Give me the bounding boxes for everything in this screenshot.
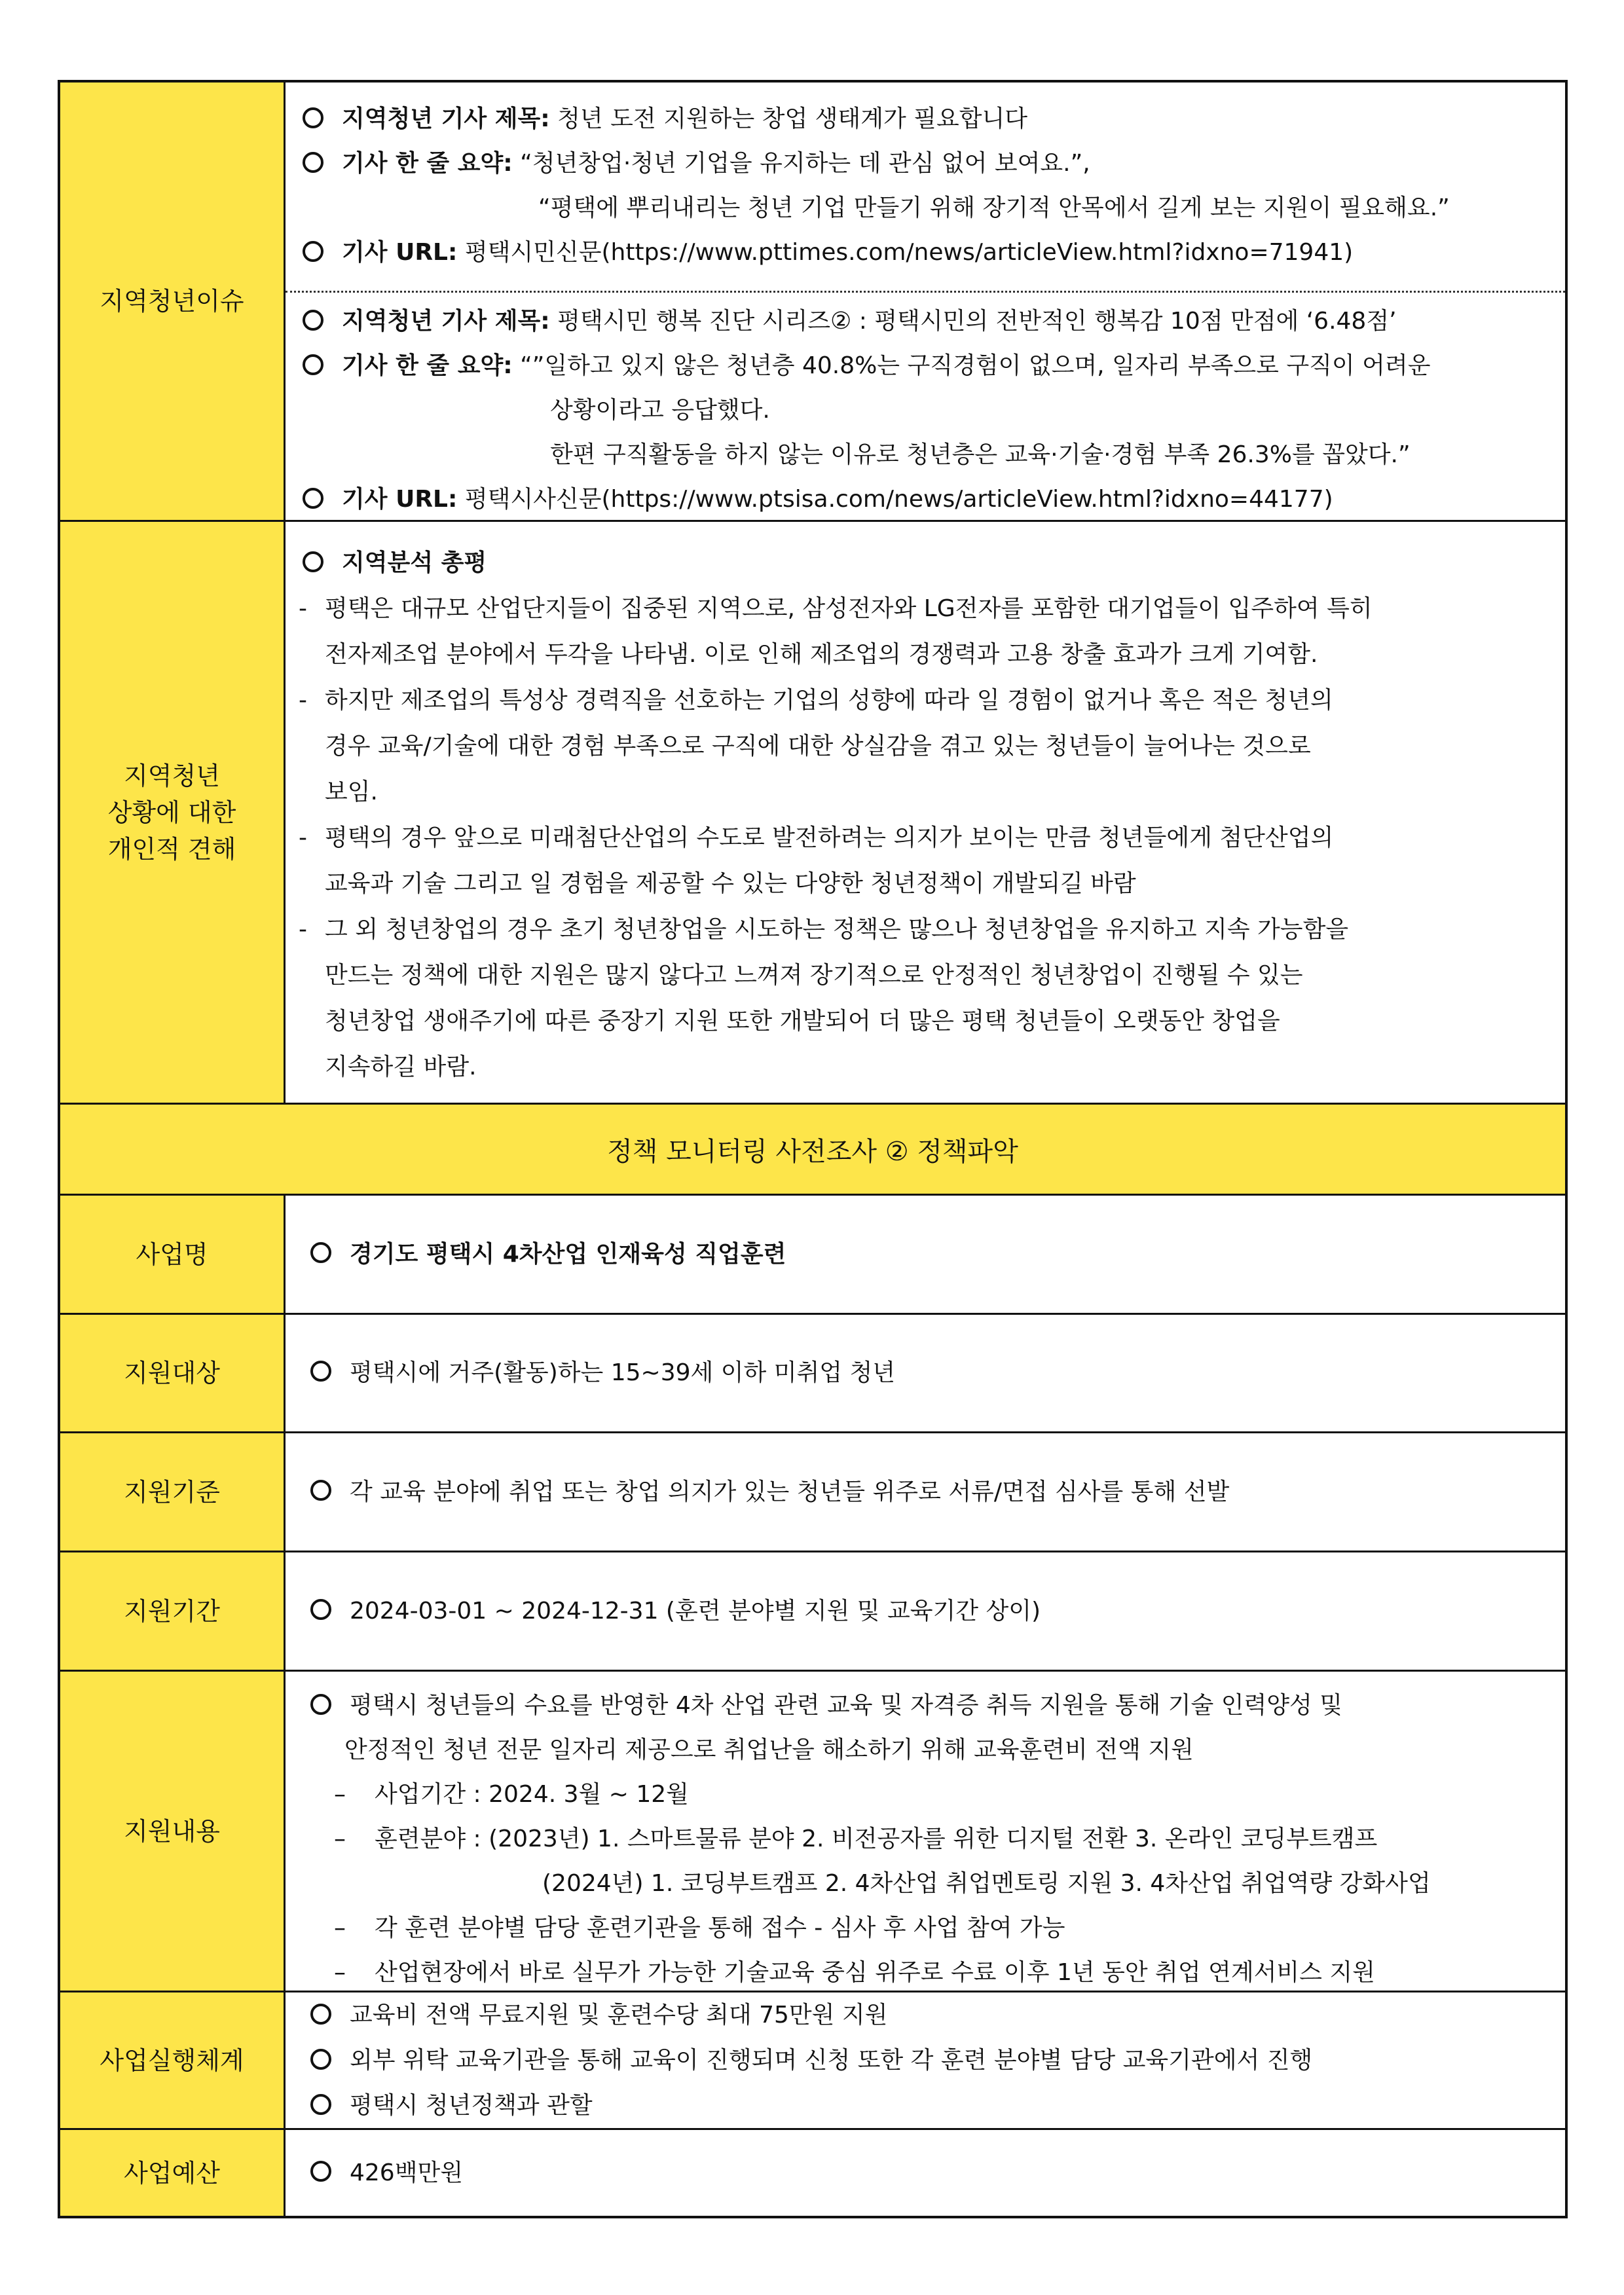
content-line: 안정적인 청년 전문 일자리 제공으로 취업난을 해소하기 위해 교육훈련비 전액 지원 [344, 1736, 1194, 1763]
circle-bullet-icon [310, 2049, 331, 2070]
article-summary-line: 상황이라고 응답했다. [550, 397, 770, 424]
target-label: 지원대상 [60, 1315, 286, 1431]
opinion-label-line: 상황에 대한 [107, 798, 236, 827]
opinion-label-line: 개인적 견해 [107, 834, 236, 864]
article-title: 청년 도전 지원하는 창업 생태계가 필요합니다 [557, 105, 1028, 132]
budget-label: 사업예산 [60, 2130, 286, 2216]
opinion-line: 만드는 정책에 대한 지원은 많지 않다고 느껴져 장기적으로 안정적인 청년창업이 진행될 수 있는 [325, 962, 1303, 989]
opinion-line: 지속하길 바람. [325, 1054, 477, 1080]
criteria-value: 각 교육 분야에 취업 또는 창업 의지가 있는 청년들 위주로 서류/면접 심사를 통해 선발 [350, 1478, 1230, 1505]
article-title: 평택시민 행복 진단 시리즈② : 평택시민의 전반적인 행복감 10점 만점에 ‘6.48점’ [557, 308, 1397, 335]
business-name-label: 사업명 [60, 1196, 286, 1313]
article-url-key: 기사 URL: [342, 486, 458, 513]
circle-bullet-icon [303, 310, 323, 331]
issues-content [286, 83, 1565, 520]
circle-bullet-icon [310, 1242, 331, 1263]
circle-bullet-icon [303, 241, 323, 262]
opinion-line: 보임. [325, 779, 378, 805]
execution-body [286, 1992, 1565, 2128]
circle-bullet-icon [303, 488, 323, 509]
period-value: 2024-03-01 ~ 2024-12-31 (훈련 분야별 지원 및 교육기간 상이) [350, 1597, 1041, 1625]
article-url[interactable]: 평택시사신문(https://www.ptsisa.com/news/articleView.html?idxno=44177) [464, 486, 1333, 513]
circle-bullet-icon [303, 354, 323, 375]
opinion-row [60, 522, 1565, 1105]
execution-line: 외부 위탁 교육기관을 통해 교육이 진행되며 신청 또한 각 훈련 분야별 담당 교육기관에서 진행 [350, 2047, 1313, 2074]
circle-bullet-icon [310, 2004, 331, 2025]
article-summary-key: 기사 한 줄 요약: [342, 352, 513, 379]
execution-line: 평택시 청년정책과 관할 [350, 2092, 593, 2119]
opinion-line: 전자제조업 분야에서 두각을 나타냄. 이로 인해 제조업의 경쟁력과 고용 창출 효과가 크게 기여함. [325, 641, 1318, 668]
business-name-row [60, 1196, 1565, 1315]
article-title-key: 지역청년 기사 제목: [342, 308, 550, 335]
opinion-line: 평택은 대규모 산업단지들이 집중된 지역으로, 삼성전자와 LG전자를 포함한 대기업들이 입주하여 특히 [325, 595, 1373, 622]
section-title: 정책 모니터링 사전조사 ② 정책파악 [60, 1105, 1565, 1196]
opinion-content: 지역분석 총평 - 평택은 대규모 산업단지들이 집중된 지역으로, 삼성전자와 LG전자를 포함한 대기업들이 입주하여 특히 전자제조업 분야에서 두각을 나타냄. 이로 인해 제조업의 경쟁력과 고용 창출 효과가 크게 기여함. - 하지만 제조업의 특성상 경력직을 선호하는 기업의 성향에 따라 일 경험이 없거나 혹은 적은 청년의 경우 교육/기술에 대한 경험 부족으로 구직에 대한 상실감을 겪고 있는 청년들이 늘어나는 것으로 보임. - 평택의 경우 앞으로 미래첨단산업의 수도로 발전하려는 의지가 보이는 만큼 청년들에게 첨단산업의 교육과 기술 그리고 일 경험을 제공할 수 있는 다양한 청년정책이 개발되길 바람 - 그 외 청년창업의 경우 초기 청년창업을 시도하는 정책은 많으나 청년창업을 유지하고 지속 가능함을 만드는 정책에 대한 지원은 많지 않다고 느껴져 장기적으로 안정적인 청년창업이 진행될 수 있는 청년창업 생애주기에 따른 중장기 지원 또한 개발되어 더 많은 평택 청년들이 오랫동안 창업을 지속하길 바람. [286, 522, 1565, 1103]
content-line: (2024년) 1. 코딩부트캠프 2. 4차산업 취업멘토링 지원 3. 4차산업 취업역량 강화사업 [542, 1870, 1431, 1897]
content-line: 사업기간 : 2024. 3월 ~ 12월 [375, 1781, 689, 1808]
circle-bullet-icon [303, 107, 323, 128]
criteria-row [60, 1433, 1565, 1552]
opinion-line: 교육과 기술 그리고 일 경험을 제공할 수 있는 다양한 청년정책이 개발되길 바람 [325, 870, 1136, 897]
business-name: 경기도 평택시 4차산업 인재육성 직업훈련 [350, 1240, 786, 1268]
issues-row [60, 83, 1565, 522]
circle-bullet-icon [303, 551, 323, 572]
execution-label: 사업실행체계 [60, 1992, 286, 2128]
content-line: 평택시 청년들의 수요를 반영한 4차 산업 관련 교육 및 자격증 취득 지원을 통해 기술 인력양성 및 [350, 1692, 1343, 1719]
execution-row [60, 1992, 1565, 2130]
budget-value: 426백만원 [350, 2159, 464, 2186]
target-row [60, 1315, 1565, 1433]
execution-line: 교육비 전액 무료지원 및 훈련수당 최대 75만원 지원 [350, 2002, 888, 2029]
article-summary-key: 기사 한 줄 요약: [342, 150, 513, 177]
article-url[interactable]: 평택시민신문(https://www.pttimes.com/news/articleView.html?idxno=71941) [464, 239, 1354, 266]
circle-bullet-icon [310, 1599, 331, 1620]
article-1 [286, 83, 1565, 291]
period-row [60, 1552, 1565, 1672]
issues-label: 지역청년이슈 [60, 83, 286, 520]
policy-document-table [58, 80, 1568, 2218]
circle-bullet-icon [310, 1480, 331, 1501]
opinion-line: 청년창업 생애주기에 따른 중장기 지원 또한 개발되어 더 많은 평택 청년들이 오랫동안 창업을 [325, 1008, 1280, 1035]
article-url-key: 기사 URL: [342, 239, 458, 266]
article-title-key: 지역청년 기사 제목: [342, 105, 550, 132]
budget-row [60, 2130, 1565, 2216]
content-line: 각 훈련 분야별 담당 훈련기관을 통해 접수 - 심사 후 사업 참여 가능 [375, 1915, 1065, 1941]
article-summary-line: “평택에 뿌리내리는 청년 기업 만들기 위해 장기적 안목에서 길게 보는 지원이 필요해요.” [538, 194, 1450, 221]
article-summary-line: 한편 구직활동을 하지 않는 이유로 청년층은 교육·기술·경험 부족 26.3%를 꼽았다.” [550, 441, 1411, 468]
opinion-line: 평택의 경우 앞으로 미래첨단산업의 수도로 발전하려는 의지가 보이는 만큼 청년들에게 첨단산업의 [325, 824, 1334, 851]
opinion-label [60, 522, 286, 1103]
circle-bullet-icon [310, 2161, 331, 2182]
opinion-label-line: 지역청년 [124, 761, 220, 790]
circle-bullet-icon [310, 1361, 331, 1382]
period-label: 지원기간 [60, 1552, 286, 1670]
opinion-line: 그 외 청년창업의 경우 초기 청년창업을 시도하는 정책은 많으나 청년창업을 유지하고 지속 가능함을 [325, 916, 1349, 943]
circle-bullet-icon [303, 152, 323, 173]
content-line: 훈련분야 : (2023년) 1. 스마트물류 분야 2. 비전공자를 위한 디지털 전환 3. 온라인 코딩부트캠프 [375, 1826, 1378, 1852]
content-body: 평택시 청년들의 수요를 반영한 4차 산업 관련 교육 및 자격증 취득 지원을 통해 기술 인력양성 및 안정적인 청년 전문 일자리 제공으로 취업난을 해소하기 위해 교육훈련비 전액 지원 – 사업기간 : 2024. 3월 ~ 12월 – 훈련분야 : (2023년) 1. 스마트물류 분야 2. 비전공자를 위한 디지털 전환 3. 온라인 코딩부트캠프 (2024년) 1. 코딩부트캠프 2. 4차산업 취업멘토링 지원 3. 4차산업 취업역량 강화사업 – 각 훈련 분야별 담당 훈련기관을 통해 접수 - 심사 후 사업 참여 가능 – 산업현장에서 바로 실무가 가능한 기술교육 중심 위주로 수료 이후 1년 동안 취업 연계서비스 지원 [286, 1672, 1565, 1991]
circle-bullet-icon [310, 2094, 331, 2115]
article-2 [286, 291, 1565, 520]
content-row [60, 1672, 1565, 1992]
opinion-heading: 지역분석 총평 [342, 549, 487, 576]
criteria-label: 지원기준 [60, 1433, 286, 1551]
circle-bullet-icon [310, 1694, 331, 1715]
opinion-line: 경우 교육/기술에 대한 경험 부족으로 구직에 대한 상실감을 겪고 있는 청년들이 늘어나는 것으로 [325, 733, 1311, 760]
content-label: 지원내용 [60, 1672, 286, 1991]
opinion-line: 하지만 제조업의 특성상 경력직을 선호하는 기업의 성향에 따라 일 경험이 없거나 혹은 적은 청년의 [325, 687, 1333, 714]
article-summary-line: “”일하고 있지 않은 청년층 40.8%는 구직경험이 없으며, 일자리 부족으로 구직이 어려운 [520, 352, 1431, 379]
content-line: 산업현장에서 바로 실무가 가능한 기술교육 중심 위주로 수료 이후 1년 동안 취업 연계서비스 지원 [375, 1959, 1375, 1986]
article-summary-line: “청년창업·청년 기업을 유지하는 데 관심 없어 보여요.”, [520, 150, 1090, 177]
target-value: 평택시에 거주(활동)하는 15~39세 이하 미취업 청년 [350, 1359, 896, 1386]
